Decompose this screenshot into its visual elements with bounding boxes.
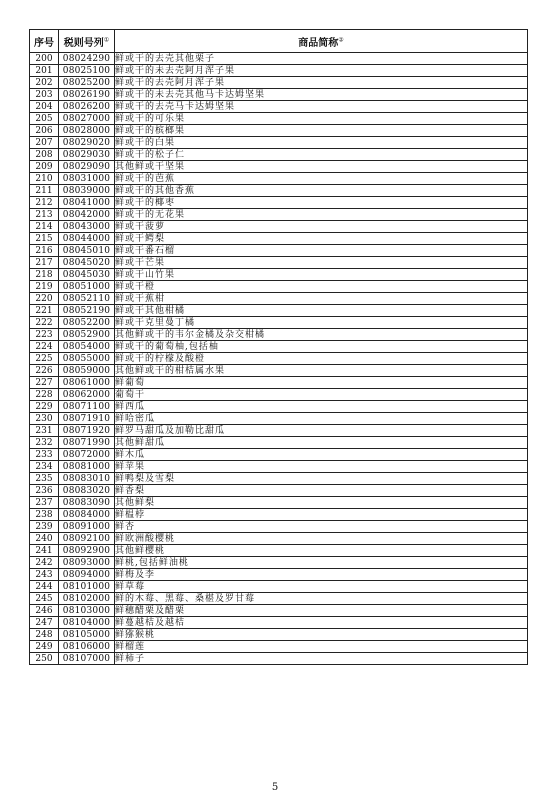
- row-code-cell: 08084000: [59, 509, 115, 521]
- row-code-cell: 08027000: [59, 113, 115, 125]
- table-row: [30, 497, 528, 509]
- row-seq-cell: 222: [30, 317, 59, 329]
- row-seq-cell: 227: [30, 377, 59, 389]
- table-row: [30, 521, 528, 533]
- table-row: [30, 149, 528, 161]
- row-seq-cell: 239: [30, 521, 59, 533]
- row-code-cell: 08059000: [59, 365, 115, 377]
- row-seq-cell: 246: [30, 605, 59, 617]
- row-seq-cell: 205: [30, 113, 59, 125]
- table-header-row: [30, 30, 528, 53]
- row-code-cell: 08029090: [59, 161, 115, 173]
- row-seq-cell: 223: [30, 329, 59, 341]
- row-seq-cell: 238: [30, 509, 59, 521]
- row-seq-cell: 236: [30, 485, 59, 497]
- row-name-cell: 鲜或干的去壳马卡达姆坚果: [115, 101, 528, 113]
- table-row: [30, 533, 528, 545]
- row-name-cell: 鲜梅及李: [115, 569, 528, 581]
- row-code-cell: 08071920: [59, 425, 115, 437]
- table-row: [30, 389, 528, 401]
- row-name-cell: 鲜或干橙: [115, 281, 528, 293]
- row-seq-cell: 220: [30, 293, 59, 305]
- row-name-cell: 鲜或干菠萝: [115, 221, 528, 233]
- row-seq-cell: 216: [30, 245, 59, 257]
- row-code-cell: 08054000: [59, 341, 115, 353]
- table-row: [30, 605, 528, 617]
- table-row: [30, 545, 528, 557]
- tariff-table: [29, 29, 528, 665]
- row-name-cell: 鲜鸭梨及雪梨: [115, 473, 528, 485]
- table-row: [30, 437, 528, 449]
- row-seq-cell: 228: [30, 389, 59, 401]
- row-name-cell: 其他鲜或干的韦尔金橘及杂交柑橘: [115, 329, 528, 341]
- table-row: [30, 77, 528, 89]
- table-row: [30, 65, 528, 77]
- row-seq-cell: 235: [30, 473, 59, 485]
- row-seq-cell: 208: [30, 149, 59, 161]
- row-name-cell: 鲜或干的无花果: [115, 209, 528, 221]
- page-number: 5: [271, 782, 279, 793]
- row-name-cell: 鲜或干的椰枣: [115, 197, 528, 209]
- row-name-cell: 鲜或干蕉柑: [115, 293, 528, 305]
- table-row: [30, 233, 528, 245]
- row-seq-cell: 206: [30, 125, 59, 137]
- row-name-cell: 鲜蔓越桔及越桔: [115, 617, 528, 629]
- row-code-cell: 08055000: [59, 353, 115, 365]
- row-code-cell: 08039000: [59, 185, 115, 197]
- row-seq-cell: 225: [30, 353, 59, 365]
- row-name-cell: 鲜或干的芭蕉: [115, 173, 528, 185]
- row-name-cell: 其他鲜或干坚果: [115, 161, 528, 173]
- table-row: [30, 341, 528, 353]
- table-row: [30, 593, 528, 605]
- row-seq-cell: 234: [30, 461, 59, 473]
- table-row: [30, 653, 528, 665]
- row-code-cell: 08071990: [59, 437, 115, 449]
- row-seq-cell: 203: [30, 89, 59, 101]
- row-seq-cell: 215: [30, 233, 59, 245]
- row-code-cell: 08061000: [59, 377, 115, 389]
- row-name-cell: 鲜或干的松子仁: [115, 149, 528, 161]
- row-code-cell: 08083010: [59, 473, 115, 485]
- table-row: [30, 305, 528, 317]
- row-name-cell: 鲜榴莲: [115, 641, 528, 653]
- table-row: [30, 617, 528, 629]
- row-seq-cell: 229: [30, 401, 59, 413]
- row-name-cell: 鲜或干的未去壳阿月浑子果: [115, 65, 528, 77]
- row-seq-cell: 224: [30, 341, 59, 353]
- table-row: [30, 245, 528, 257]
- table-row: [30, 581, 528, 593]
- row-code-cell: 08042000: [59, 209, 115, 221]
- table-row: [30, 257, 528, 269]
- row-name-cell: 其他鲜樱桃: [115, 545, 528, 557]
- row-seq-cell: 230: [30, 413, 59, 425]
- row-code-cell: 08083090: [59, 497, 115, 509]
- row-code-cell: 08029020: [59, 137, 115, 149]
- table-row: [30, 557, 528, 569]
- row-code-cell: 08092100: [59, 533, 115, 545]
- table-row: [30, 509, 528, 521]
- row-name-cell: 其他鲜梨: [115, 497, 528, 509]
- row-name-cell: 其他鲜或干的柑桔属水果: [115, 365, 528, 377]
- row-seq-cell: 209: [30, 161, 59, 173]
- row-seq-cell: 231: [30, 425, 59, 437]
- row-code-cell: 08104000: [59, 617, 115, 629]
- row-name-cell: 鲜葡萄: [115, 377, 528, 389]
- row-code-cell: 08028000: [59, 125, 115, 137]
- row-code-cell: 08101000: [59, 581, 115, 593]
- row-code-cell: 08045020: [59, 257, 115, 269]
- row-code-cell: 08062000: [59, 389, 115, 401]
- header-name-note: ②: [338, 36, 344, 44]
- row-name-cell: 鲜或干的葡萄柚,包括柚: [115, 341, 528, 353]
- row-name-cell: 鲜或干的去壳其他栗子: [115, 53, 528, 65]
- row-seq-cell: 240: [30, 533, 59, 545]
- table-row: [30, 401, 528, 413]
- table-row: [30, 113, 528, 125]
- row-name-cell: 鲜或干山竹果: [115, 269, 528, 281]
- row-name-cell: 鲜苹果: [115, 461, 528, 473]
- row-name-cell: 鲜的木莓、黑莓、桑椹及罗甘莓: [115, 593, 528, 605]
- row-code-cell: 08091000: [59, 521, 115, 533]
- table-row: [30, 137, 528, 149]
- table-row: [30, 425, 528, 437]
- table-row: [30, 461, 528, 473]
- row-name-cell: 其他鲜甜瓜: [115, 437, 528, 449]
- table-row: [30, 209, 528, 221]
- row-seq-cell: 247: [30, 617, 59, 629]
- table-row: [30, 197, 528, 209]
- row-name-cell: 鲜或干鳄梨: [115, 233, 528, 245]
- row-seq-cell: 226: [30, 365, 59, 377]
- row-code-cell: 08052190: [59, 305, 115, 317]
- row-name-cell: 鲜罗马甜瓜及加勒比甜瓜: [115, 425, 528, 437]
- header-name: 商品简称②: [115, 30, 528, 53]
- row-code-cell: 08093000: [59, 557, 115, 569]
- row-seq-cell: 207: [30, 137, 59, 149]
- table-row: [30, 293, 528, 305]
- row-code-cell: 08031000: [59, 173, 115, 185]
- header-code: 税则号列①: [59, 30, 115, 53]
- row-seq-cell: 213: [30, 209, 59, 221]
- row-code-cell: 08105000: [59, 629, 115, 641]
- row-name-cell: 鲜哈密瓜: [115, 413, 528, 425]
- header-seq: 序号: [30, 30, 59, 53]
- table-row: [30, 185, 528, 197]
- table-row: [30, 377, 528, 389]
- row-seq-cell: 250: [30, 653, 59, 665]
- row-name-cell: 鲜草莓: [115, 581, 528, 593]
- row-seq-cell: 218: [30, 269, 59, 281]
- row-name-cell: 鲜木瓜: [115, 449, 528, 461]
- row-seq-cell: 204: [30, 101, 59, 113]
- row-name-cell: 鲜柿子: [115, 653, 528, 665]
- row-code-cell: 08071100: [59, 401, 115, 413]
- row-name-cell: 鲜或干的未去壳其他马卡达姆坚果: [115, 89, 528, 101]
- row-name-cell: 鲜或干的去壳阿月浑子果: [115, 77, 528, 89]
- table-row: [30, 125, 528, 137]
- table-row: [30, 629, 528, 641]
- table-row: [30, 317, 528, 329]
- row-seq-cell: 241: [30, 545, 59, 557]
- row-code-cell: 08026190: [59, 89, 115, 101]
- table-row: [30, 269, 528, 281]
- table-row: [30, 641, 528, 653]
- table-row: [30, 365, 528, 377]
- row-code-cell: 08024290: [59, 53, 115, 65]
- row-seq-cell: 214: [30, 221, 59, 233]
- row-name-cell: 鲜或干的白果: [115, 137, 528, 149]
- row-code-cell: 08052110: [59, 293, 115, 305]
- row-name-cell: 鲜猕猴桃: [115, 629, 528, 641]
- row-name-cell: 鲜榅桲: [115, 509, 528, 521]
- row-name-cell: 鲜欧洲酸樱桃: [115, 533, 528, 545]
- header-code-note: ①: [103, 36, 110, 44]
- row-code-cell: 08045030: [59, 269, 115, 281]
- row-code-cell: 08025200: [59, 77, 115, 89]
- row-name-cell: 鲜或干的可乐果: [115, 113, 528, 125]
- row-seq-cell: 202: [30, 77, 59, 89]
- row-code-cell: 08045010: [59, 245, 115, 257]
- table-body: [30, 53, 528, 665]
- row-name-cell: 葡萄干: [115, 389, 528, 401]
- row-seq-cell: 243: [30, 569, 59, 581]
- table-row: [30, 89, 528, 101]
- row-name-cell: 鲜穗醋栗及醋栗: [115, 605, 528, 617]
- row-seq-cell: 237: [30, 497, 59, 509]
- row-code-cell: 08107000: [59, 653, 115, 665]
- row-seq-cell: 233: [30, 449, 59, 461]
- row-code-cell: 08041000: [59, 197, 115, 209]
- row-code-cell: 08052900: [59, 329, 115, 341]
- row-code-cell: 08102000: [59, 593, 115, 605]
- table-row: [30, 281, 528, 293]
- table-row: [30, 569, 528, 581]
- row-seq-cell: 232: [30, 437, 59, 449]
- table-row: [30, 329, 528, 341]
- row-code-cell: 08081000: [59, 461, 115, 473]
- row-seq-cell: 211: [30, 185, 59, 197]
- row-seq-cell: 221: [30, 305, 59, 317]
- row-name-cell: 鲜桃,包括鲜油桃: [115, 557, 528, 569]
- row-name-cell: 鲜或干番石榴: [115, 245, 528, 257]
- row-name-cell: 鲜或干的柠檬及酸橙: [115, 353, 528, 365]
- row-seq-cell: 201: [30, 65, 59, 77]
- table-row: [30, 221, 528, 233]
- row-seq-cell: 200: [30, 53, 59, 65]
- row-seq-cell: 217: [30, 257, 59, 269]
- table-row: [30, 413, 528, 425]
- row-code-cell: 08052200: [59, 317, 115, 329]
- row-name-cell: 鲜或干克里曼丁橘: [115, 317, 528, 329]
- row-name-cell: 鲜西瓜: [115, 401, 528, 413]
- row-seq-cell: 245: [30, 593, 59, 605]
- row-name-cell: 鲜香梨: [115, 485, 528, 497]
- table-row: [30, 161, 528, 173]
- row-code-cell: 08044000: [59, 233, 115, 245]
- table-row: [30, 449, 528, 461]
- row-code-cell: 08094000: [59, 569, 115, 581]
- table-row: [30, 485, 528, 497]
- table-row: [30, 53, 528, 65]
- row-seq-cell: 212: [30, 197, 59, 209]
- row-name-cell: 鲜或干芒果: [115, 257, 528, 269]
- row-code-cell: 08072000: [59, 449, 115, 461]
- table-row: [30, 473, 528, 485]
- table-row: [30, 353, 528, 365]
- row-code-cell: 08103000: [59, 605, 115, 617]
- row-code-cell: 08025100: [59, 65, 115, 77]
- row-seq-cell: 210: [30, 173, 59, 185]
- row-code-cell: 08051000: [59, 281, 115, 293]
- row-seq-cell: 248: [30, 629, 59, 641]
- row-name-cell: 鲜或干的其他香蕉: [115, 185, 528, 197]
- row-code-cell: 08106000: [59, 641, 115, 653]
- row-code-cell: 08083020: [59, 485, 115, 497]
- table-row: [30, 173, 528, 185]
- row-name-cell: 鲜或干的槟榔果: [115, 125, 528, 137]
- row-code-cell: 08026200: [59, 101, 115, 113]
- table-row: [30, 101, 528, 113]
- row-seq-cell: 244: [30, 581, 59, 593]
- row-seq-cell: 242: [30, 557, 59, 569]
- row-code-cell: 08092900: [59, 545, 115, 557]
- row-code-cell: 08043000: [59, 221, 115, 233]
- row-name-cell: 鲜或干其他柑橘: [115, 305, 528, 317]
- row-seq-cell: 219: [30, 281, 59, 293]
- row-code-cell: 08029030: [59, 149, 115, 161]
- row-name-cell: 鲜杏: [115, 521, 528, 533]
- row-seq-cell: 249: [30, 641, 59, 653]
- row-code-cell: 08071910: [59, 413, 115, 425]
